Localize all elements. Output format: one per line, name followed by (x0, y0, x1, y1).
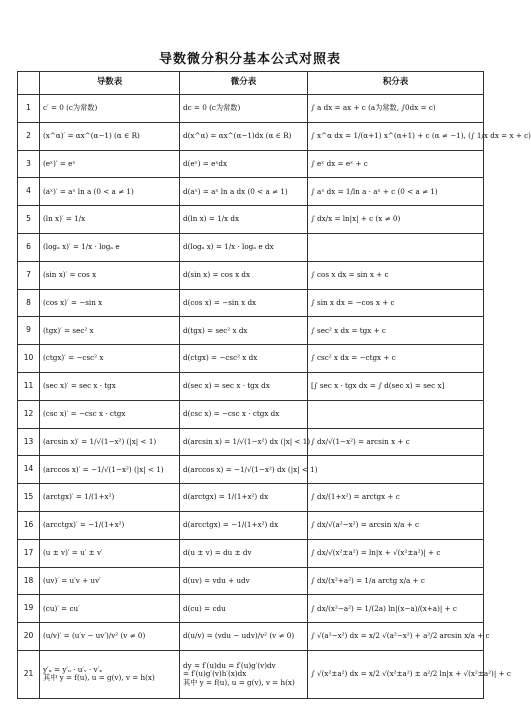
derivative-formula: (arccos x)′ = −1/√(1−x²) (|x| < 1) (40, 456, 180, 484)
differential-formula: d(cu) = cdu (180, 595, 308, 623)
row-number: 6 (18, 233, 40, 261)
integral-formula: ∫ dx/√(x²±a²) = ln|x + √(x²±a²)| + c (308, 539, 484, 567)
integral-formula: ∫ √(x²±a²) dx = x/2 √(x²±a²) ± a²/2 ln|x + √(x²±a²)| + c (308, 650, 484, 698)
table-row (18, 428, 484, 456)
table-row (18, 650, 484, 698)
derivative-formula: (aˣ)′ = aˣ ln a (0 < a ≠ 1) (40, 178, 180, 206)
row-number: 3 (18, 150, 40, 178)
table-row (18, 345, 484, 373)
table-row (18, 539, 484, 567)
integral-formula: ∫ x^α dx = 1/(α+1) x^(α+1) + c (α ≠ −1), (∫ 1/x dx = x + c) (308, 122, 484, 150)
table-row (18, 595, 484, 623)
table-row (18, 317, 484, 345)
page-title: 导数微分积分基本公式对照表 (158, 52, 341, 67)
derivative-formula: (uv)′ = u′v + uv′ (40, 567, 180, 595)
derivative-formula: (x^α)′ = αx^(α−1) (α ∈ R) (40, 122, 180, 150)
derivative-formula: (logₐ x)′ = 1/x · logₐ e (40, 233, 180, 261)
row-number: 19 (18, 595, 40, 623)
table-row (18, 150, 484, 178)
header-integral: 积分表 (308, 72, 484, 95)
integral-formula: ∫ sin x dx = −cos x + c (308, 289, 484, 317)
derivative-formula: (sec x)′ = sec x · tgx (40, 372, 180, 400)
differential-formula: d(sec x) = sec x · tgx dx (180, 372, 308, 400)
table-row (18, 261, 484, 289)
integral-formula: ∫ csc² x dx = −ctgx + c (308, 345, 484, 373)
derivative-formula: (arctgx)′ = 1/(1+x²) (40, 484, 180, 512)
row-number: 17 (18, 539, 40, 567)
table-row (18, 456, 484, 484)
integral-formula: ∫ sec² x dx = tgx + c (308, 317, 484, 345)
differential-formula: d(arcctgx) = −1/(1+x²) dx (180, 511, 308, 539)
derivative-formula: (tgx)′ = sec² x (40, 317, 180, 345)
row-number: 2 (18, 122, 40, 150)
row-number: 15 (18, 484, 40, 512)
header-differential: 微分表 (180, 72, 308, 95)
derivative-formula: (sin x)′ = cos x (40, 261, 180, 289)
derivative-formula: c′ = 0 (c为常数) (40, 95, 180, 123)
table-row (18, 233, 484, 261)
differential-formula: d(uv) = vdu + udv (180, 567, 308, 595)
differential-formula: d(arctgx) = 1/(1+x²) dx (180, 484, 308, 512)
row-number: 14 (18, 456, 40, 484)
derivative-formula: (u/v)′ = (u′v − uv′)/v² (v ≠ 0) (40, 623, 180, 651)
derivative-formula: (arcsin x)′ = 1/√(1−x²) (|x| < 1) (40, 428, 180, 456)
integral-formula: ∫ aˣ dx = 1/ln a · aˣ + c (0 < a ≠ 1) (308, 178, 484, 206)
table-row (18, 623, 484, 651)
integral-formula: [∫ sec x · tgx dx = ∫ d(sec x) = sec x] (308, 372, 484, 400)
derivative-formula: (csc x)′ = −csc x · ctgx (40, 400, 180, 428)
derivative-formula: (ln x)′ = 1/x (40, 206, 180, 234)
table-header-row (18, 72, 484, 95)
row-number: 20 (18, 623, 40, 651)
derivative-formula: (arcctgx)′ = −1/(1+x²) (40, 511, 180, 539)
differential-formula: d(csc x) = −csc x · ctgx dx (180, 400, 308, 428)
header-number (18, 72, 40, 95)
differential-formula: d(cos x) = −sin x dx (180, 289, 308, 317)
differential-formula: d(tgx) = sec² x dx (180, 317, 308, 345)
row-number: 9 (18, 317, 40, 345)
derivative-formula: (eˣ)′ = eˣ (40, 150, 180, 178)
differential-formula: d(eˣ) = eˣdx (180, 150, 308, 178)
differential-formula: d(logₐ x) = 1/x · logₐ e dx (180, 233, 308, 261)
differential-formula: d(ln x) = 1/x dx (180, 206, 308, 234)
integral-formula: ∫ dx/(x²+a²) = 1/a arctg x/a + c (308, 567, 484, 595)
table-row (18, 484, 484, 512)
row-number: 16 (18, 511, 40, 539)
header-derivative: 导数表 (40, 72, 180, 95)
differential-formula: d(u ± v) = du ± dv (180, 539, 308, 567)
integral-formula (308, 233, 484, 261)
formula-table (17, 71, 531, 699)
differential-formula: d(u/v) = (vdu − udv)/v² (v ≠ 0) (180, 623, 308, 651)
differential-formula: d(ctgx) = −csc² x dx (180, 345, 308, 373)
differential-formula: d(sin x) = cos x dx (180, 261, 308, 289)
table-row (18, 511, 484, 539)
table-row (18, 372, 484, 400)
integral-formula: ∫ a dx = ax + c (a为常数, ∫0dx = c) (308, 95, 484, 123)
differential-formula: dc = 0 (c为常数) (180, 95, 308, 123)
derivative-formula: (ctgx)′ = −csc² x (40, 345, 180, 373)
row-number: 5 (18, 206, 40, 234)
integral-formula (308, 456, 484, 484)
integral-formula: ∫ eˣ dx = eˣ + c (308, 150, 484, 178)
row-number: 21 (18, 650, 40, 698)
integral-formula: ∫ √(a²−x²) dx = x/2 √(a²−x²) + a²/2 arcsin x/a + c (308, 623, 484, 651)
table-row (18, 122, 484, 150)
integral-formula: ∫ dx/x = ln|x| + c (x ≠ 0) (308, 206, 484, 234)
row-number: 13 (18, 428, 40, 456)
row-number: 11 (18, 372, 40, 400)
table-row (18, 567, 484, 595)
integral-formula: ∫ dx/(x²−a²) = 1/(2a) ln|(x−a)/(x+a)| + c (308, 595, 484, 623)
integral-formula: ∫ dx/√(a²−x²) = arcsin x/a + c (308, 511, 484, 539)
table-row (18, 95, 484, 123)
derivative-formula: (cu)′ = cu′ (40, 595, 180, 623)
differential-formula: d(arcsin x) = 1/√(1−x²) dx (|x| < 1) (180, 428, 308, 456)
integral-formula (308, 400, 484, 428)
row-number: 18 (18, 567, 40, 595)
row-number: 10 (18, 345, 40, 373)
derivative-formula: (u ± v)′ = u′ ± v′ (40, 539, 180, 567)
row-number: 12 (18, 400, 40, 428)
integral-formula: ∫ dx/√(1−x²) = arcsin x + c (308, 428, 484, 456)
row-number: 8 (18, 289, 40, 317)
row-number: 7 (18, 261, 40, 289)
integral-formula: ∫ dx/(1+x²) = arctgx + c (308, 484, 484, 512)
table-row (18, 206, 484, 234)
derivative-formula: y′ₓ = y′ᵤ · u′ᵥ · v′ₓ 其中 y = f(u), u = g(v), v = h(x) (40, 650, 180, 698)
derivative-formula: (cos x)′ = −sin x (40, 289, 180, 317)
differential-formula: d(arccos x) = −1/√(1−x²) dx (|x| < 1) (180, 456, 308, 484)
table-row (18, 178, 484, 206)
row-number: 1 (18, 95, 40, 123)
table-row (18, 400, 484, 428)
row-number: 4 (18, 178, 40, 206)
differential-formula: d(aˣ) = aˣ ln a dx (0 < a ≠ 1) (180, 178, 308, 206)
table-row (18, 289, 484, 317)
differential-formula: d(x^α) = αx^(α−1)dx (α ∈ R) (180, 122, 308, 150)
differential-formula: dy = f′(u)du = f′(u)g′(v)dv = f′(u)g′(v)h′(x)dx 其中 y = f(u), u = g(v), v = h(x) (180, 650, 308, 698)
integral-formula: ∫ cos x dx = sin x + c (308, 261, 484, 289)
